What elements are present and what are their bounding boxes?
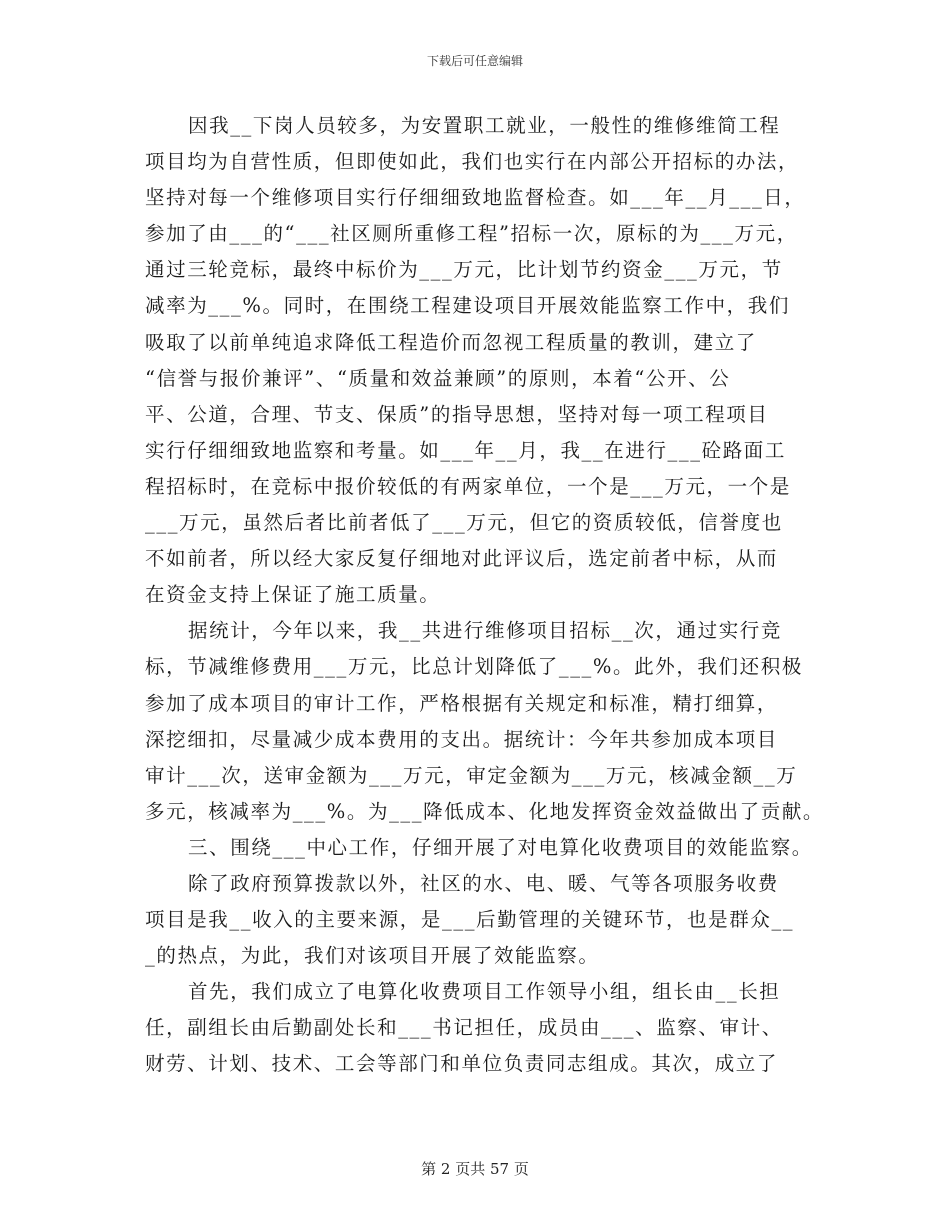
text-line: 因我__下岗人员较多，为安置职工就业，一般性的维修维简工程	[188, 114, 781, 137]
text-line: _的热点，为此，我们对该项目开展了效能监察。	[145, 944, 600, 968]
text-line: 任，副组长由后勤副处长和___书记担任，成员由___、监察、审计、	[145, 1016, 783, 1040]
text-line: 项目是我__收入的主要来源，是___后勤管理的关键环节，也是群众__	[145, 908, 795, 932]
text-line: 实行仔细细致地监察和考量。如___年__月，我__在进行___砼路面工	[145, 438, 787, 462]
text-line: 深挖细扣，尽量减少成本费用的支出。据统计：今年共参加成本项目	[145, 727, 779, 751]
text-line: 通过三轮竞标，最终中标价为___万元，比计划节约资金___万元，节	[145, 258, 783, 282]
text-line: 参加了由___的“___社区厕所重修工程”招标一次，原标的为___万元，	[145, 222, 798, 246]
text-line: 除了政府预算拨款以外，社区的水、电、暖、气等各项服务收费	[188, 871, 779, 895]
text-line: 程招标时，在竞标中报价较低的有两家单位，一个是___万元，一个是	[145, 474, 791, 498]
document-body	[145, 108, 825, 1083]
text-line: 据统计，今年以来，我__共进行维修项目招标__次，通过实行竞	[188, 619, 783, 643]
text-line: 吸取了以前单纯追求降低工程造价而忽视工程质量的教训，建立了	[145, 330, 757, 354]
text-line: 标，节减维修费用___万元，比总计划降低了___%。此外，我们还积极	[145, 655, 803, 679]
text-line: 平、公道，合理、节支、保质”的指导思想，坚持对每一项工程项目	[145, 402, 769, 426]
text-line: 首先，我们成立了电算化收费项目工作领导小组，组长由__长担	[188, 980, 781, 1004]
text-line: 审计___次，送审金额为___万元，审定金额为___万元，核减金额__万	[145, 763, 798, 787]
text-line: 参加了成本项目的审计工作，严格根据有关规定和标准，精打细算，	[145, 691, 779, 715]
text-line: 减率为___%。同时，在围绕工程建设项目开展效能监察工作中，我们	[145, 294, 790, 318]
text-line: 三、围绕___中心工作，仔细开展了对电算化收费项目的效能监察。	[188, 835, 813, 859]
page-footer: 第 2 页共 57 页	[421, 1160, 529, 1178]
text-line: “信誉与报价兼评”、“质量和效益兼顾”的原则，本着“公开、公	[145, 366, 731, 390]
text-line: 项目均为自营性质，但即使如此，我们也实行在内部公开招标的办法，	[145, 150, 800, 174]
text-line: 不如前者，所以经大家反复仔细地对此评议后，选定前者中标，从而	[145, 547, 779, 571]
text-line: 坚持对每一个维修项目实行仔细细致地监督检查。如___年__月___日，	[145, 186, 806, 210]
text-line: 财劳、计划、技术、工会等部门和单位负责同志组成。其次，成立了	[145, 1052, 779, 1076]
page-header: 下载后可任意编辑	[426, 54, 523, 68]
text-line: 多元，核减率为___%。为___降低成本、化地发挥资金效益做出了贡献。	[145, 799, 825, 823]
text-line: 在资金支持上保证了施工质量。	[145, 583, 441, 607]
text-line: ___万元，虽然后者比前者低了___万元，但它的资质较低，信誉度也	[145, 511, 783, 535]
